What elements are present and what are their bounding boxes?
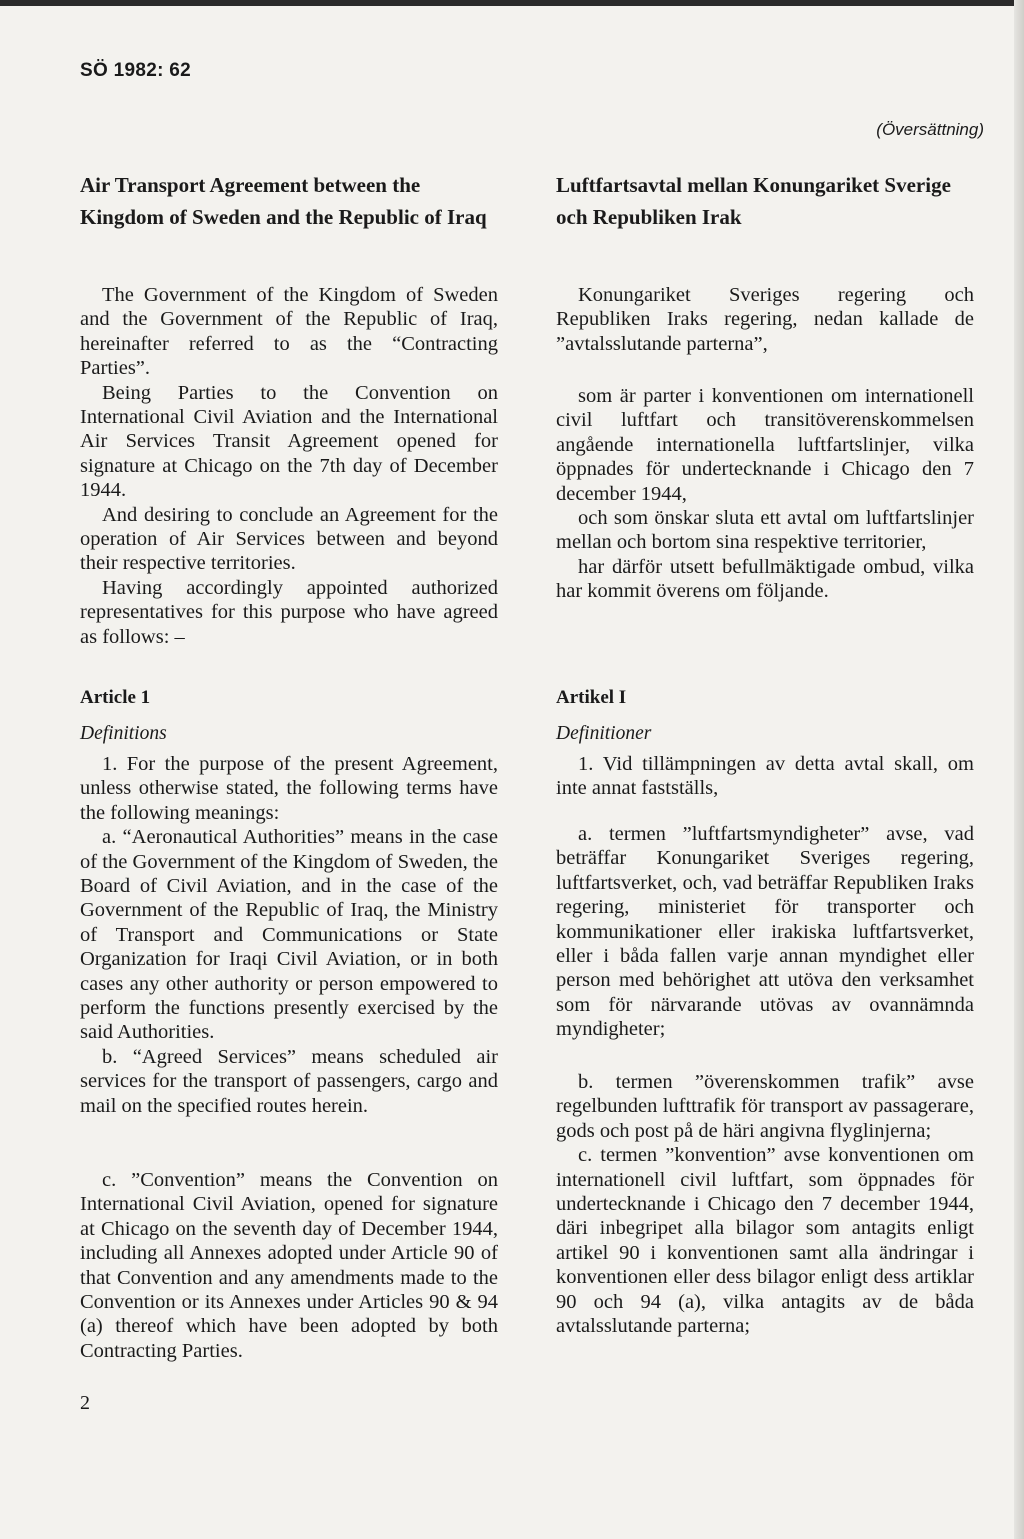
english-article-subtitle: Definitions	[80, 723, 167, 744]
swedish-definition-a: a. termen ”luftfartsmyndigheter” avse, vad beträffar Konungariket Sveriges regering, luftfartsverket, och, vad beträffar Republiken Iraks regering, ministeriet för transporter och kommunikationer eller irakiska luftfartsverket, eller i båda fallen varje annan myndighet eller person med behörighet att utöva den verksamhet som för närvarande utövas av ovannämnda myndigheter;	[556, 823, 974, 1041]
swedish-preamble-1-block	[556, 283, 974, 356]
swedish-preamble-paragraph: som är parter i konventionen om internationell civil luftfart och transitöverenskommelsen angående internationella luftfartslinjer, vilka öppnades för undertecknande i Chicago den 7 december 1944,	[556, 385, 974, 505]
swedish-article-subtitle: Definitioner	[556, 723, 652, 744]
english-preamble-paragraph: And desiring to conclude an Agreement for the operation of Air Services between and beyond their respective territories.	[80, 503, 498, 575]
english-definition-c: c. ”Convention” means the Convention on International Civil Aviation, opened for signature at Chicago on the seventh day of December 1944, including all Annexes adopted under Article 90 of that Convention and any amendments made to the Convention or its Annexes under Articles 90 & 94 (a) thereof which have been adopted by both Contracting Parties.	[80, 1169, 498, 1362]
english-article-title: Article 1	[80, 687, 151, 708]
swedish-definition-c: c. termen ”konvention” avse konventionen om internationell civil luftfart, som öppnades för undertecknande i Chicago den 7 december 1944, däri inbegripet alla bilagor som antagits enligt artikel 90 i konventionen samt alla ändringar i konventionen eller dess bilagor enligt dess artiklar 90 och 94 (a), vilka antagits av de båda avtalsslutande parterna;	[556, 1144, 974, 1338]
english-preamble-paragraph: Having accordingly appointed authorized representatives for this purpose who have agreed as follows: –	[80, 576, 498, 648]
swedish-definitions-intro-block	[556, 752, 974, 801]
swedish-definition-b: b. termen ”överenskommen trafik” avse regelbunden lufttrafik för transport av passagerare, gods och post på de häri angivna flyglinjerna;	[556, 1071, 974, 1142]
document-id: SÖ 1982: 62	[80, 60, 192, 81]
english-definition-a: a. “Aeronautical Authorities” means in the case of the Government of the Kingdom of Sweden, the Board of Civil Aviation, and in the case of the Government of the Republic of Iraq, the Ministry of Transport and Communications or State Organization for Iraqi Civil Aviation, or in both cases any other authority or person empowered to perform the functions presently exercised by the said Authorities.	[80, 826, 498, 1044]
english-title: Air Transport Agreement between the Kingdom of Sweden and the Republic of Iraq	[80, 173, 487, 229]
english-preamble	[80, 283, 498, 649]
english-preamble-paragraph: The Government of the Kingdom of Sweden and the Government of the Republic of Iraq, hereinafter referred to as the “Contracting Parties”.	[80, 284, 498, 380]
translation-note: (Översättning)	[876, 120, 984, 139]
swedish-definition-a-block	[556, 822, 974, 1042]
page-number: 2	[80, 1392, 90, 1414]
swedish-definitions-intro: 1. Vid tillämpningen av detta avtal skall, om inte annat fastställs,	[556, 753, 974, 800]
english-preamble-paragraph: Being Parties to the Convention on International Civil Aviation and the International Air Services Transit Agreement opened for signature at Chicago on the 7th day of December 1944.	[80, 381, 498, 502]
swedish-preamble-paragraph: och som önskar sluta ett avtal om luftfartslinjer mellan och bortom sina respektive territorier,	[556, 507, 974, 554]
scan-top-edge	[0, 0, 1024, 6]
swedish-preamble-2-block	[556, 384, 974, 604]
english-definitions	[80, 752, 498, 1118]
swedish-preamble-paragraph: har därför utsett befullmäktigade ombud, vilka har kommit överens om följande.	[556, 555, 974, 603]
swedish-title: Luftfartsavtal mellan Konungariket Sverige och Republiken Irak	[556, 173, 951, 229]
scan-right-edge	[1014, 0, 1024, 1539]
english-definition-c-block	[80, 1168, 498, 1363]
english-definition-b: b. “Agreed Services” means scheduled air services for the transport of passengers, cargo and mail on the specified routes herein.	[80, 1045, 498, 1117]
english-definitions-intro: 1. For the purpose of the present Agreement, unless otherwise stated, the following terms have the following meanings:	[80, 753, 498, 824]
swedish-article-title: Artikel I	[556, 687, 627, 708]
swedish-definitions-bc-block	[556, 1070, 974, 1338]
swedish-preamble-paragraph: Konungariket Sveriges regering och Republiken Iraks regering, nedan kallade de ”avtalsslutande parterna”,	[556, 284, 974, 355]
